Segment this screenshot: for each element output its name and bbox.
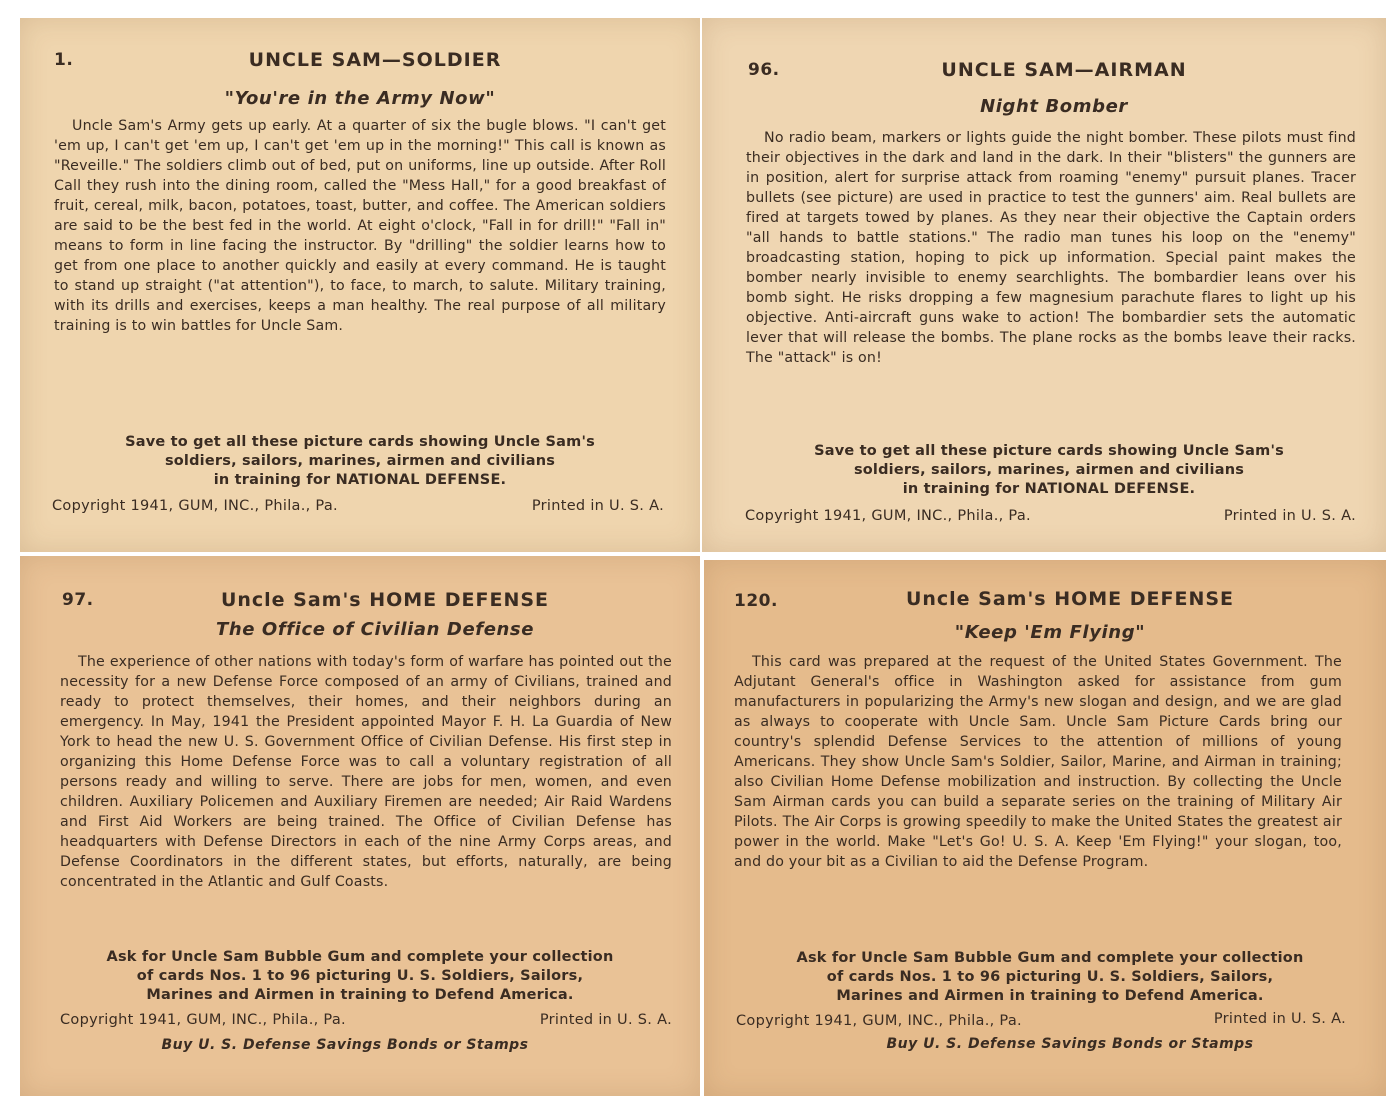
footer-line: soldiers, sailors, marines, airmen and civilians	[164, 453, 556, 469]
printed-in-text: Printed in U. S. A.	[539, 1012, 672, 1028]
card-1-soldier	[20, 18, 700, 552]
card-subtitle: The Office of Civilian Defense	[215, 619, 535, 640]
card-title: Uncle Sam's HOME DEFENSE	[220, 589, 550, 611]
card-96-airman	[702, 18, 1386, 552]
printed-in-text: Printed in U. S. A.	[1213, 1011, 1346, 1027]
card-subtitle: Night Bomber	[980, 96, 1128, 117]
footer-line: in training for NATIONAL DEFENSE.	[902, 481, 1196, 497]
card-body: No radio beam, markers or lights guide the night bomber. These pilots must find their objectives in the dark and land in the dark. In their "blisters" the gunners are in position, alert for surprise attack from roaming "enemy" pursuit planes. Tracer bullets (see picture) are used in practice to test the gunners' aim. Real bullets are fired at targets towed by planes. As they near their objective the Captain orders "all hands to battle stations." The radio man tunes his loop on the "enemy" broadcasting station, hoping to pick up information. Special paint makes the bomber nearly invisible to enemy searchlights. The bombardier leans over his bomb sight. He risks dropping a few magnesium parachute flares to light up his objective. Anti-aircraft guns wake to action! The bombardier sets the automatic lever that will release the bombs. The plane rocks as the bombs leave their racks. The "attack" is on!	[746, 130, 1356, 366]
copyright-text: Copyright 1941, GUM, INC., Phila., Pa.	[52, 498, 338, 514]
card-title: Uncle Sam's HOME DEFENSE	[905, 588, 1235, 610]
footer-line: Save to get all these picture cards showing Uncle Sam's	[814, 443, 1284, 459]
printed-in-text: Printed in U. S. A.	[1223, 508, 1356, 524]
card-body: Uncle Sam's Army gets up early. At a quarter of six the bugle blows. "I can't get 'em up, I can't get 'em up, I can't get 'em up in the morning!" This call is known as "Reveille." The soldiers climb out of bed, put on uniforms, line up outside. After Roll Call they rush into the dining room, called the "Mess Hall," for a good breakfast of fruit, cereal, milk, bacon, potatoes, toast, butter, and coffee. The American soldiers are said to be the best fed in the world. At eight o'clock, "Fall in for drill!" "Fall in" means to form in line facing the instructor. By "drilling" the soldier learns how to get from one place to another quickly and easily at every command. He is taught to stand up straight ("at attention"), to face, to march, to salute. Military training, with its drills and exercises, keeps a man healthy. The real purpose of all military training is to win battles for Uncle Sam.	[54, 118, 666, 334]
defense-bonds-text: Buy U. S. Defense Savings Bonds or Stamps	[161, 1037, 529, 1053]
footer-line: Marines and Airmen in training to Defend America.	[836, 988, 1264, 1004]
card-footer-message	[704, 949, 1386, 1006]
card-footer-message	[702, 442, 1386, 499]
footer-line: soldiers, sailors, marines, airmen and civilians	[853, 462, 1245, 478]
footer-line: of cards Nos. 1 to 96 picturing U. S. Soldiers, Sailors,	[826, 969, 1274, 985]
card-footer-message	[20, 948, 700, 1005]
card-subtitle: "Keep 'Em Flying"	[954, 622, 1146, 643]
footer-line: Ask for Uncle Sam Bubble Gum and complete your collection	[796, 950, 1304, 966]
card-body: The experience of other nations with today's form of warfare has pointed out the necessity for a new Defense Force composed of an army of Civilians, trained and ready to protect themselves, their homes, and their neighbors during an emergency. In May, 1941 the President appointed Mayor F. H. La Guardia of New York to head the new U. S. Government Office of Civilian Defense. His first step in organizing this Home Defense Force was to call a voluntary registration of all persons ready and willing to serve. There are jobs for men, women, and even children. Auxiliary Policemen and Auxiliary Firemen are needed; Air Raid Wardens and First Aid Workers are being trained. The Office of Civilian Defense has headquarters with Defense Directors in each of the nine Army Corps areas, and Defense Coordinators in the different states, but efforts, naturally, are being concentrated in the Atlantic and Gulf Coasts.	[60, 654, 672, 890]
copyright-text: Copyright 1941, GUM, INC., Phila., Pa.	[736, 1013, 1022, 1029]
card-footer-message	[20, 433, 700, 490]
printed-in-text: Printed in U. S. A.	[531, 498, 664, 514]
footer-line: Ask for Uncle Sam Bubble Gum and complete your collection	[106, 949, 614, 965]
card-subtitle: "You're in the Army Now"	[224, 88, 496, 109]
card-number: 97.	[62, 590, 94, 610]
footer-line: Marines and Airmen in training to Defend America.	[146, 987, 574, 1003]
card-number: 120.	[734, 591, 778, 611]
card-number: 1.	[54, 50, 74, 70]
defense-bonds-text: Buy U. S. Defense Savings Bonds or Stamps	[886, 1036, 1254, 1052]
card-title: UNCLE SAM—SOLDIER	[248, 49, 502, 71]
card-body: This card was prepared at the request of the United States Government. The Adjutant General's office in Washington asked for assistance from gum manufacturers in popularizing the Army's new slogan and design, and we are glad as always to cooperate with Uncle Sam. Uncle Sam Picture Cards bring our country's splendid Defense Services to the attention of millions of young Americans. They show Uncle Sam's Soldier, Sailor, Marine, and Airman in training; also Civilian Home Defense mobilization and instruction. By collecting the Uncle Sam Airman cards you can build a separate series on the training of Military Air Pilots. The Air Corps is growing speedily to make the United States the greatest air power in the world. Make "Let's Go! U. S. A. Keep 'Em Flying!" your slogan, too, and do your bit as a Civilian to aid the Defense Program.	[734, 654, 1342, 870]
footer-line: of cards Nos. 1 to 96 picturing U. S. Soldiers, Sailors,	[136, 968, 584, 984]
card-title: UNCLE SAM—AIRMAN	[941, 59, 1187, 81]
card-97-home-defense	[20, 556, 700, 1096]
copyright-text: Copyright 1941, GUM, INC., Phila., Pa.	[60, 1012, 346, 1028]
card-number: 96.	[748, 60, 780, 80]
copyright-text: Copyright 1941, GUM, INC., Phila., Pa.	[745, 508, 1031, 524]
footer-line: in training for NATIONAL DEFENSE.	[213, 472, 507, 488]
card-120-home-defense	[704, 560, 1386, 1096]
footer-line: Save to get all these picture cards showing Uncle Sam's	[125, 434, 595, 450]
